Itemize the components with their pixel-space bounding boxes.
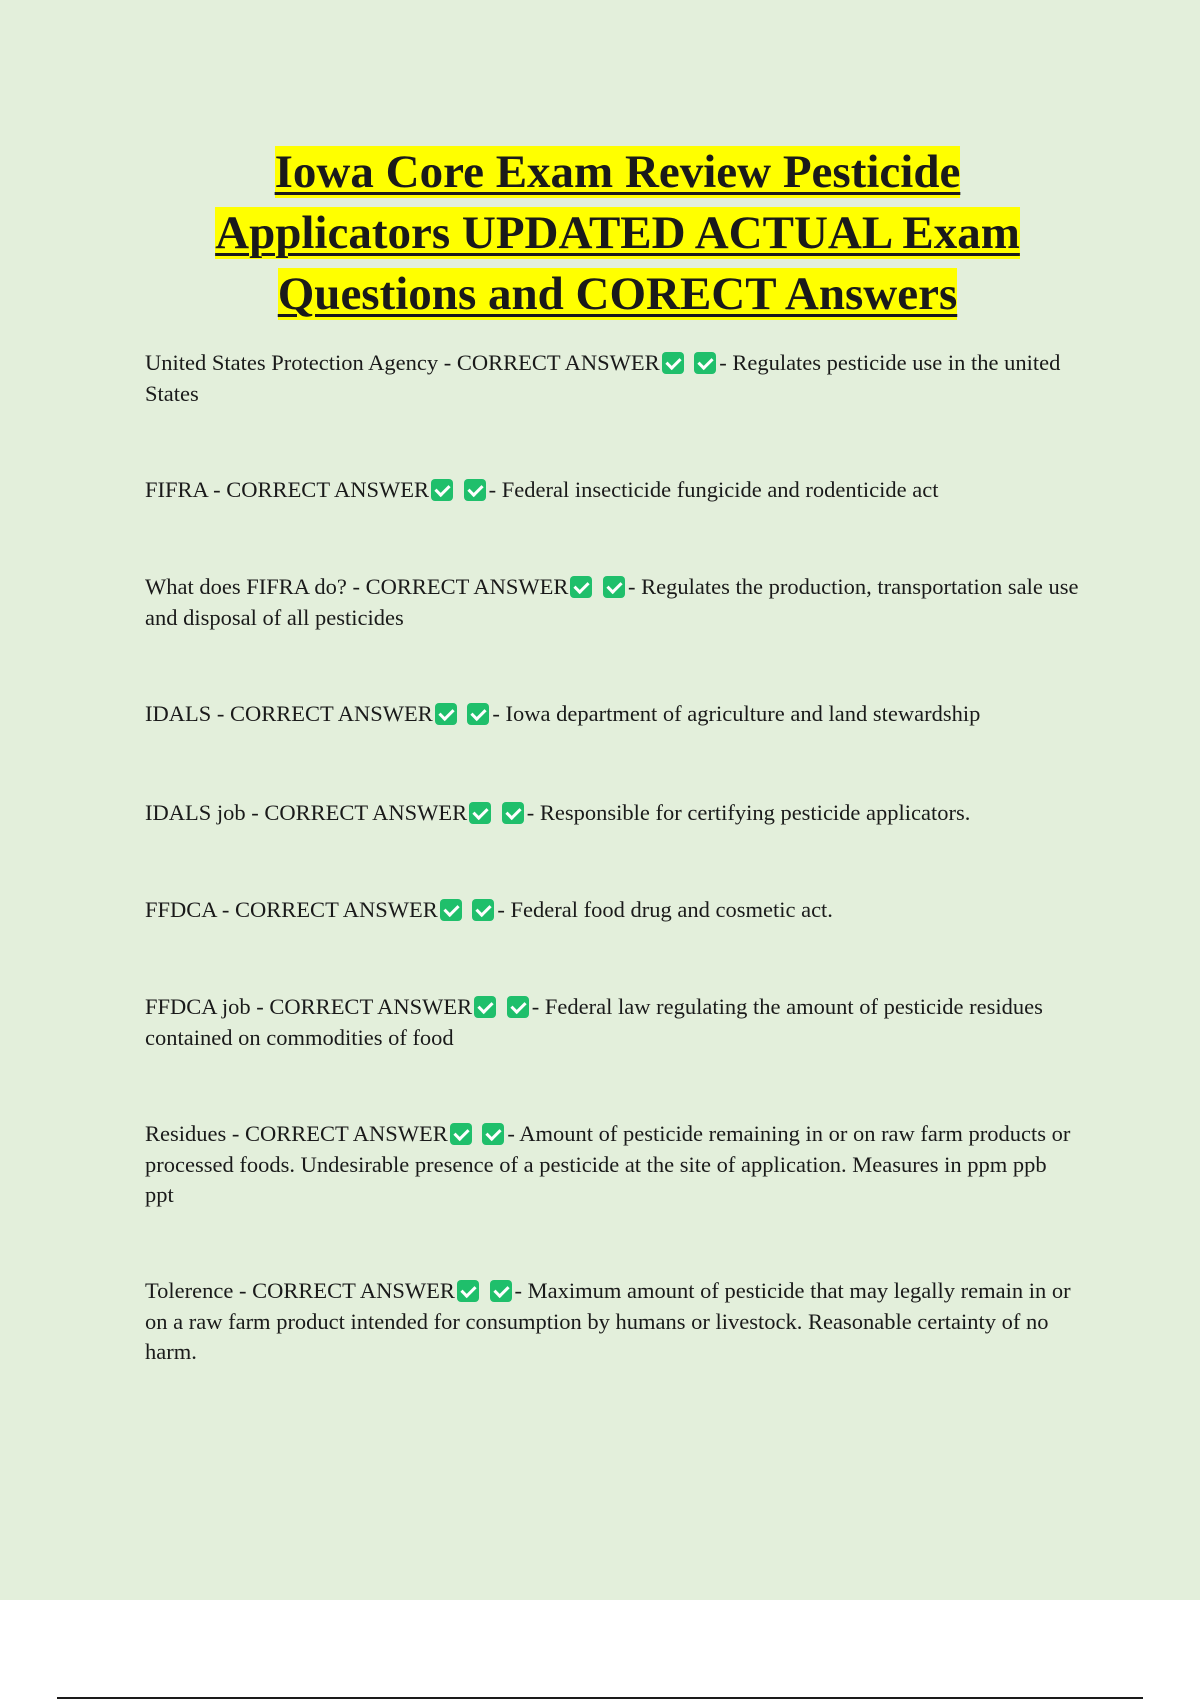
qa-term: FFDCA job: [145, 994, 251, 1019]
check-mark-icon: [472, 899, 494, 921]
check-mark-icon: [435, 703, 457, 725]
qa-answer: Federal law regulating the amount of pesticide residues contained on commodities of food: [145, 994, 1043, 1050]
qa-term: What does FIFRA do?: [145, 574, 347, 599]
check-mark-icon: [474, 996, 496, 1018]
check-mark-icon: [464, 479, 486, 501]
check-mark-icon: [467, 703, 489, 725]
qa-marker: CORRECT ANSWER: [269, 994, 473, 1019]
check-mark-icon: [490, 1280, 512, 1302]
check-mark-icon: [570, 576, 592, 598]
qa-marker: CORRECT ANSWER: [252, 1278, 455, 1303]
qa-answer: Iowa department of agriculture and land stewardship: [505, 701, 981, 726]
qa-term: IDALS job: [145, 800, 246, 825]
qa-term: FFDCA: [145, 897, 217, 922]
check-mark-icon: [482, 1123, 504, 1145]
footer-divider: [57, 1697, 1143, 1699]
check-mark-icon: [440, 899, 462, 921]
qa-marker: CORRECT ANSWER: [456, 350, 660, 375]
qa-marker: CORRECT ANSWER: [245, 1121, 448, 1146]
qa-marker: CORRECT ANSWER: [365, 574, 569, 599]
qa-item: FFDCA job - CORRECT ANSWER - Federal law regulating the amount of pesticide residues contained on commodities of food: [145, 994, 1043, 1050]
qa-term: Tolerence: [145, 1278, 234, 1303]
qa-marker: CORRECT ANSWER: [235, 897, 438, 922]
check-mark-icon: [469, 802, 491, 824]
qa-term: FIFRA: [145, 477, 208, 502]
check-mark-icon: [450, 1123, 472, 1145]
qa-answer: Regulates pesticide use in the united States: [145, 350, 1061, 406]
qa-answer: Federal insecticide fungicide and rodenticide act: [501, 477, 939, 502]
qa-answer: Responsible for certifying pesticide applicators.: [539, 800, 971, 825]
qa-item: Residues - CORRECT ANSWER - Amount of pesticide remaining in or on raw farm products or processed foods. Undesirable presence of a pesticide at the site of application. Measures in ppm ppb ppt: [145, 1121, 1071, 1207]
qa-term: Residues: [145, 1121, 227, 1146]
title-line-2: Applicators UPDATED ACTUAL Exam: [215, 207, 1020, 259]
qa-marker: CORRECT ANSWER: [226, 477, 430, 502]
qa-marker: CORRECT ANSWER: [230, 701, 433, 726]
title-line-3: Questions and CORECT Answers: [277, 268, 958, 320]
document-title: [140, 142, 1095, 325]
title-line-1: Iowa Core Exam Review Pesticide: [274, 146, 961, 198]
check-mark-icon: [662, 352, 684, 374]
qa-item: United States Protection Agency - CORRECT ANSWER - Regulates pesticide use in the united States: [145, 350, 1061, 406]
qa-item: IDALS job - CORRECT ANSWER - Responsible for certifying pesticide applicators.: [145, 800, 971, 825]
check-mark-icon: [507, 996, 529, 1018]
qa-answer: Amount of pesticide remaining in or on raw farm products or processed foods. Undesirable presence of a pesticide at the site of application. Measures in ppm ppb ppt: [145, 1121, 1071, 1207]
check-mark-icon: [694, 352, 716, 374]
qa-term: United States Protection Agency: [145, 350, 439, 375]
check-mark-icon: [502, 802, 524, 824]
check-mark-icon: [457, 1280, 479, 1302]
qa-term: IDALS: [145, 701, 212, 726]
qa-item: Tolerence - CORRECT ANSWER - Maximum amount of pesticide that may legally remain in or on a raw farm product intended for consumption by humans or livestock. Reasonable certainty of no harm.: [145, 1278, 1071, 1364]
qa-answer: Regulates the production, transportation sale use and disposal of all pesticides: [145, 574, 1079, 630]
check-mark-icon: [603, 576, 625, 598]
qa-item: IDALS - CORRECT ANSWER - Iowa department of agriculture and land stewardship: [145, 701, 981, 726]
qa-answer: Maximum amount of pesticide that may legally remain in or on a raw farm product intended for consumption by humans or livestock. Reasonable certainty of no harm.: [145, 1278, 1071, 1364]
qa-marker: CORRECT ANSWER: [264, 800, 468, 825]
check-mark-icon: [431, 479, 453, 501]
qa-item: FIFRA - CORRECT ANSWER - Federal insecticide fungicide and rodenticide act: [145, 477, 939, 502]
qa-answer: Federal food drug and cosmetic act.: [510, 897, 833, 922]
qa-item: What does FIFRA do? - CORRECT ANSWER - Regulates the production, transportation sale use and disposal of all pesticides: [145, 574, 1079, 630]
qa-item: FFDCA - CORRECT ANSWER - Federal food drug and cosmetic act.: [145, 897, 833, 922]
